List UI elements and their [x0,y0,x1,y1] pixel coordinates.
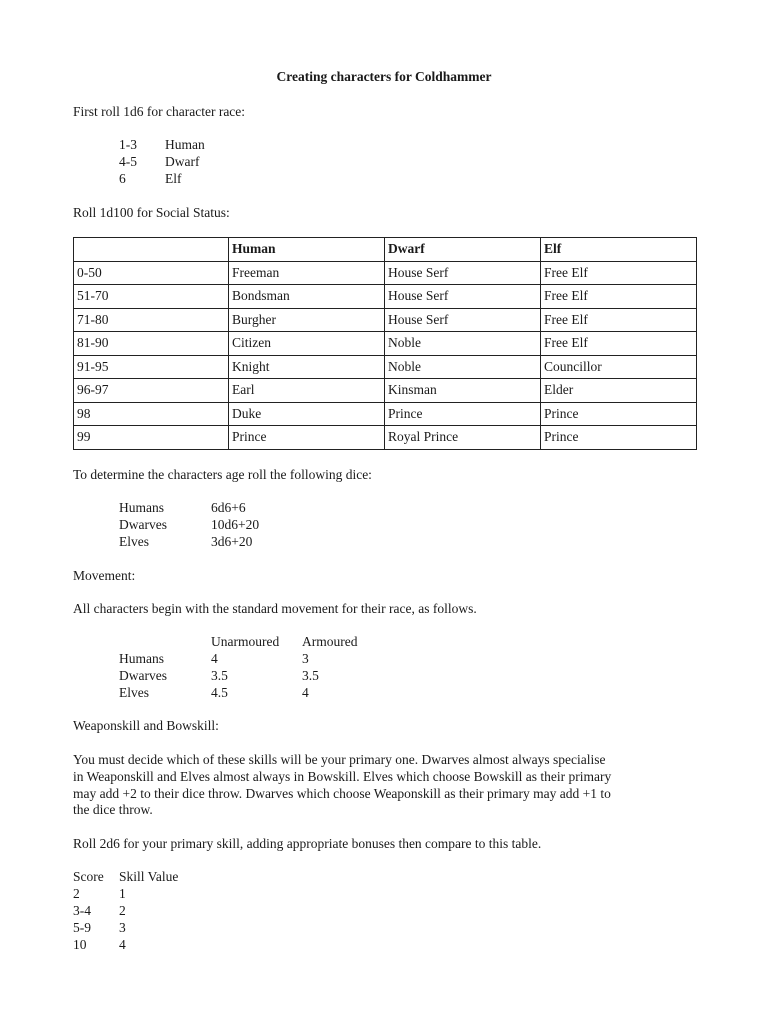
table-cell: Burgher [229,308,385,332]
table-row [74,285,697,309]
table-cell: Kinsman [385,379,541,403]
age-dice: 6d6+6 [211,500,246,515]
table-row [74,308,697,332]
skill-score: 2 [73,886,80,901]
header-cell [74,238,229,262]
table-cell: Royal Prince [385,426,541,450]
age-intro: To determine the characters age roll the following dice: [73,467,372,482]
skills-roll-text: Roll 2d6 for your primary skill, adding appropriate bonuses then compare to this table. [73,836,542,851]
table-cell: Earl [229,379,385,403]
skill-score: 10 [73,937,87,952]
table-cell: 0-50 [74,261,229,285]
table-row [74,402,697,426]
table-cell: Noble [385,355,541,379]
skill-value: 2 [119,903,126,918]
header-cell: Human [229,238,385,262]
skill-score: 3-4 [73,903,91,918]
movement-unarmoured: 3.5 [211,668,228,683]
skills-heading: Weaponskill and Bowskill: [73,718,219,733]
table-cell: House Serf [385,261,541,285]
table-cell: Free Elf [541,332,697,356]
skill-col-score: Score [73,869,104,884]
skill-score: 5-9 [73,920,91,935]
movement-armoured: 4 [302,685,309,700]
table-row [74,261,697,285]
table-cell: 99 [74,426,229,450]
movement-unarmoured: 4 [211,651,218,666]
skill-value: 3 [119,920,126,935]
paragraph-line: the dice throw. [73,802,153,817]
movement-race: Humans [119,651,164,666]
table-cell: 98 [74,402,229,426]
table-cell: Free Elf [541,285,697,309]
table-cell: Prince [385,402,541,426]
race-roll: 6 [119,171,126,186]
age-race: Dwarves [119,517,167,532]
table-cell: Bondsman [229,285,385,309]
table-row [74,355,697,379]
table-cell: Freeman [229,261,385,285]
movement-intro: All characters begin with the standard movement for their race, as follows. [73,601,477,616]
table-cell: Noble [385,332,541,356]
table-cell: 81-90 [74,332,229,356]
table-cell: 71-80 [74,308,229,332]
age-race: Elves [119,534,149,549]
table-cell: Knight [229,355,385,379]
table-cell: Councillor [541,355,697,379]
skill-value: 1 [119,886,126,901]
skill-value: 4 [119,937,126,952]
header-cell: Dwarf [385,238,541,262]
table-cell: Duke [229,402,385,426]
movement-race: Dwarves [119,668,167,683]
table-cell: Prince [541,426,697,450]
table-header-row [74,238,697,262]
movement-race: Elves [119,685,149,700]
paragraph-line: may add +2 to their dice throw. Dwarves which choose Weaponskill as their primary may add +1 to [73,786,611,801]
race-name: Elf [165,171,182,186]
table-cell: House Serf [385,308,541,332]
race-intro: First roll 1d6 for character race: [73,104,246,119]
table-cell: Free Elf [541,261,697,285]
age-dice: 3d6+20 [211,534,253,549]
movement-armoured: 3 [302,651,309,666]
skill-col-value: Skill Value [119,869,179,884]
table-cell: House Serf [385,285,541,309]
movement-armoured: 3.5 [302,668,319,683]
table-cell: 91-95 [74,355,229,379]
table-row [74,379,697,403]
table-cell: Free Elf [541,308,697,332]
race-name: Dwarf [165,154,200,169]
age-dice: 10d6+20 [211,517,260,532]
header-cell: Elf [541,238,697,262]
race-roll: 4-5 [119,154,137,169]
movement-col-armoured: Armoured [302,634,358,649]
table-cell: Prince [541,402,697,426]
race-name: Human [165,137,205,152]
table-row [74,426,697,450]
movement-unarmoured: 4.5 [211,685,228,700]
table-cell: Elder [541,379,697,403]
paragraph-line: You must decide which of these skills will be your primary one. Dwarves almost always specialise [73,752,606,767]
table-cell: 96-97 [74,379,229,403]
race-roll: 1-3 [119,137,137,152]
page-title: Creating characters for Coldhammer [276,69,492,84]
table-cell: 51-70 [74,285,229,309]
table-cell: Citizen [229,332,385,356]
social-status-table [73,237,697,450]
paragraph-line: in Weaponskill and Elves almost always in Bowskill. Elves which choose Bowskill as their primary [73,769,612,784]
age-race: Humans [119,500,164,515]
movement-col-unarmoured: Unarmoured [211,634,280,649]
table-cell: Prince [229,426,385,450]
table-row [74,332,697,356]
social-intro: Roll 1d100 for Social Status: [73,205,230,220]
movement-heading: Movement: [73,568,136,583]
